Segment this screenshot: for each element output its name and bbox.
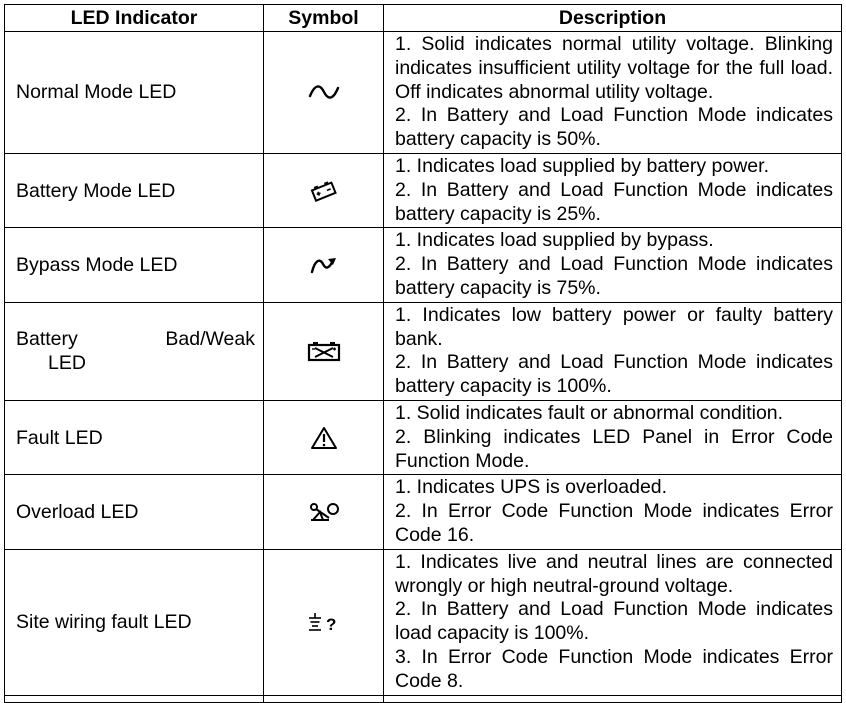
question-mark-text: ?: [325, 615, 336, 635]
description-line: 2. In Error Code Function Mode indicates Error Code 16.: [395, 500, 833, 546]
description-line: 1. Indicates load supplied by bypass.: [395, 229, 714, 252]
warning-triangle-icon: [310, 426, 338, 450]
empty-cell: [264, 695, 384, 702]
sine-wave-icon: [308, 82, 340, 102]
description-line: 1. Indicates UPS is overloaded.: [395, 476, 668, 499]
header-symbol: Symbol: [264, 5, 384, 32]
ground-question-icon: [306, 610, 342, 634]
battery-icon: [309, 179, 339, 203]
indicator-name: [5, 302, 264, 400]
description-line: 2. Blinking indicates LED Panel in Error Code Function Mode.: [395, 425, 833, 472]
table-row-continued: [5, 695, 842, 702]
description-cell: [384, 228, 842, 302]
table-row-normal-mode: [5, 32, 842, 154]
description-cell: [384, 302, 842, 400]
indicator-name: Site wiring fault LED: [5, 549, 264, 695]
description-line: 1. Indicates load supplied by battery power.: [395, 154, 769, 177]
header-description: Description: [384, 5, 842, 32]
symbol-cell: [264, 32, 384, 154]
indicator-name: Normal Mode LED: [5, 32, 264, 154]
indicator-name: Fault LED: [5, 400, 264, 474]
table-row-site-wiring-fault: [5, 549, 842, 695]
symbol-cell: [264, 549, 384, 695]
symbol-cell: [264, 400, 384, 474]
indicator-name: Bypass Mode LED: [5, 228, 264, 302]
table-row-battery-bad-weak: [5, 302, 842, 400]
table-row-overload: [5, 475, 842, 549]
indicator-name-line1: Battery Bad/Weak: [16, 328, 255, 351]
empty-cell: [5, 695, 264, 702]
indicator-name: Battery Mode LED: [5, 153, 264, 227]
table-row-fault: [5, 400, 842, 474]
description-line: 2. In Battery and Load Function Mode indicates load capacity is 100%.: [395, 598, 833, 645]
header-row: [5, 5, 842, 32]
table-row-battery-mode: [5, 153, 842, 227]
header-led-indicator: LED Indicator: [5, 5, 264, 32]
symbol-cell: [264, 153, 384, 227]
description-line: 1. Solid indicates fault or abnormal condition.: [395, 401, 784, 424]
description-line: 1. Indicates live and neutral lines are connected wrongly or high neutral-ground voltage.: [395, 550, 833, 597]
bypass-arrow-icon: [309, 254, 339, 276]
led-indicator-table: [4, 4, 842, 703]
indicator-name: Overload LED: [5, 475, 264, 549]
empty-cell: [384, 695, 842, 702]
description-line: 1. Solid indicates normal utility voltage. Blinking indicates insufficient utility voltage for the full load. Off indicates abnormal utility voltage.: [395, 33, 833, 103]
symbol-cell: [264, 302, 384, 400]
description-line: 2. In Battery and Load Function Mode indicates battery capacity is 75%.: [395, 253, 833, 299]
description-line: 2. In Battery and Load Function Mode indicates battery capacity is 25%.: [395, 178, 833, 225]
description-line: 3. In Error Code Function Mode indicates Error Code 8.: [395, 645, 833, 692]
battery-fault-icon: [306, 339, 342, 363]
overload-icon: [307, 500, 341, 524]
symbol-cell: [264, 228, 384, 302]
description-cell: [384, 32, 842, 154]
description-cell: [384, 153, 842, 227]
description-cell: [384, 549, 842, 695]
indicator-name-line2: LED: [48, 352, 86, 375]
description-cell: [384, 475, 842, 549]
description-line: 2. In Battery and Load Function Mode indicates battery capacity is 50%.: [395, 104, 833, 151]
table-row-bypass-mode: [5, 228, 842, 302]
description-cell: [384, 400, 842, 474]
description-line: 2. In Battery and Load Function Mode indicates battery capacity is 100%.: [395, 351, 833, 398]
symbol-cell: [264, 475, 384, 549]
description-line: 1. Indicates low battery power or faulty battery bank.: [395, 303, 833, 350]
